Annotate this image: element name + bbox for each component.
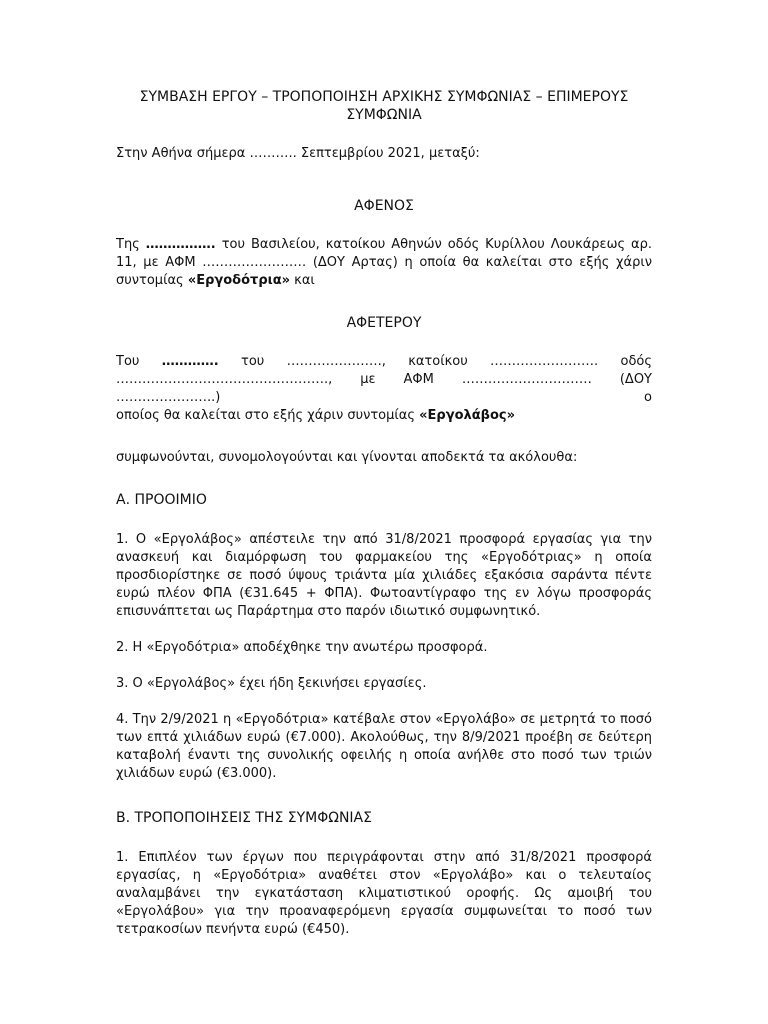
party2-text-3: οποίος θα καλείται στο εξής χάριν συντομίας — [116, 408, 420, 423]
section-a-heading: Α. ΠΡΟΟΙΜΙΟ — [116, 492, 207, 508]
section-a-item-3: 3. Ο «Εργολάβος» έχει ήδη ξεκινήσει εργασίες. — [116, 676, 427, 691]
party2-name: …………. — [161, 354, 219, 369]
title-line-1: ΣΥΜΒΑΣΗ ΕΡΓΟΥ – ΤΡΟΠΟΠΟΙΗΣΗ ΑΡΧΙΚΗΣ ΣΥΜΦΩΝΙΑΣ – ΕΠΙΜΕΡΟΥΣ — [139, 89, 629, 105]
section-a-item-2: 2. Η «Εργοδότρια» αποδέχθηκε την ανωτέρω προσφορά. — [116, 640, 488, 655]
party2-line-3 — [116, 407, 652, 425]
section-a-item-4: 4. Την 2/9/2021 η «Εργοδότρια» κατέβαλε στον «Εργολάβο» σε μετρητά το ποσό των επτά χιλιάδων ευρώ (€7.000). Ακολούθως, την 8/9/2021 προέβη σε δεύτερη καταβολή έναντι της συνολικής οφειλής η οποία ανήλθε στο ποσό των τριών χιλιάδων ευρώ (€3.000). — [116, 712, 652, 781]
document-title — [116, 88, 652, 124]
agreement-paragraph: συμφωνούνται, συνομολογούνται και γίνονται αποδεκτά τα ακόλουθα: — [116, 450, 578, 465]
party1-name: ……………. — [145, 237, 216, 252]
party1-text-1: Της — [116, 237, 146, 252]
party2-role: «Εργολάβος» — [419, 408, 516, 423]
section-a-item-1: 1. Ο «Εργολάβος» απέστειλε την από 31/8/2021 προσφορά εργασίας για την ανασκευή και διαμόρφωση του φαρμακείου της «Εργοδότριας» η οποία προσδιορίστηκε σε ποσό ύψους τριάντα μία χιλιάδες εξακόσια σαράντα πέντε ευρώ πλέον ΦΠΑ (€31.645 + ΦΠΑ). Φωτοαντίγραφο της εν λόγω προσφοράς επισυνάπτεται ως Παράρτημα στο παρόν ιδιωτικό συμφωνητικό. — [116, 532, 652, 619]
party2-line-2: …………………………………………., με ΑΦΜ ………………………… (ΔΟΥ …………………..) ο — [116, 372, 652, 405]
party2-text-2: του …………………., κατοίκου ……………………. οδός — [218, 354, 652, 369]
title-line-2: ΣΥΜΦΩΝΙΑ — [346, 107, 422, 123]
section-b-heading: Β. ΤΡΟΠΟΠΟΙΗΣΕΙΣ ΤΗΣ ΣΥΜΦΩΝΙΑΣ — [116, 810, 372, 826]
party2-heading: ΑΦΕΤΕΡΟΥ — [346, 315, 422, 331]
intro-paragraph: Στην Αθήνα σήμερα ……….. Σεπτεμβρίου 2021, μεταξύ: — [116, 146, 480, 161]
party2-text-1: Του — [116, 354, 162, 369]
party2-paragraph — [116, 353, 652, 425]
party1-text-2: του Βασιλείου, κατοίκου Αθηνών οδός Κυρίλλου Λουκάρεως αρ. 11, με ΑΦΜ …………………… (ΔΟΥ Αρτας) η οποία θα καλείται στο εξής χάριν συντομίας — [116, 237, 653, 288]
section-b-item-1: 1. Επιπλέον των έργων που περιγράφονται στην από 31/8/2021 προσφορά εργασίας, η «Εργοδότρια» αναθέτει στον «Εργολάβο» και ο τελευταίος αναλαμβάνει την εγκατάσταση κλιματιστικού οροφής. Ως αμοιβή του «Εργολάβου» για την προαναφερόμενη εργασία συμφωνείται το ποσό των τετρακοσίων πενήντα ευρώ (€450). — [116, 850, 652, 937]
party1-paragraph — [116, 236, 652, 290]
party1-text-3: και — [290, 273, 315, 288]
party2-line-1 — [116, 353, 652, 371]
party1-heading: ΑΦΕΝΟΣ — [354, 198, 414, 214]
party1-role: «Εργοδότρια» — [187, 273, 291, 288]
